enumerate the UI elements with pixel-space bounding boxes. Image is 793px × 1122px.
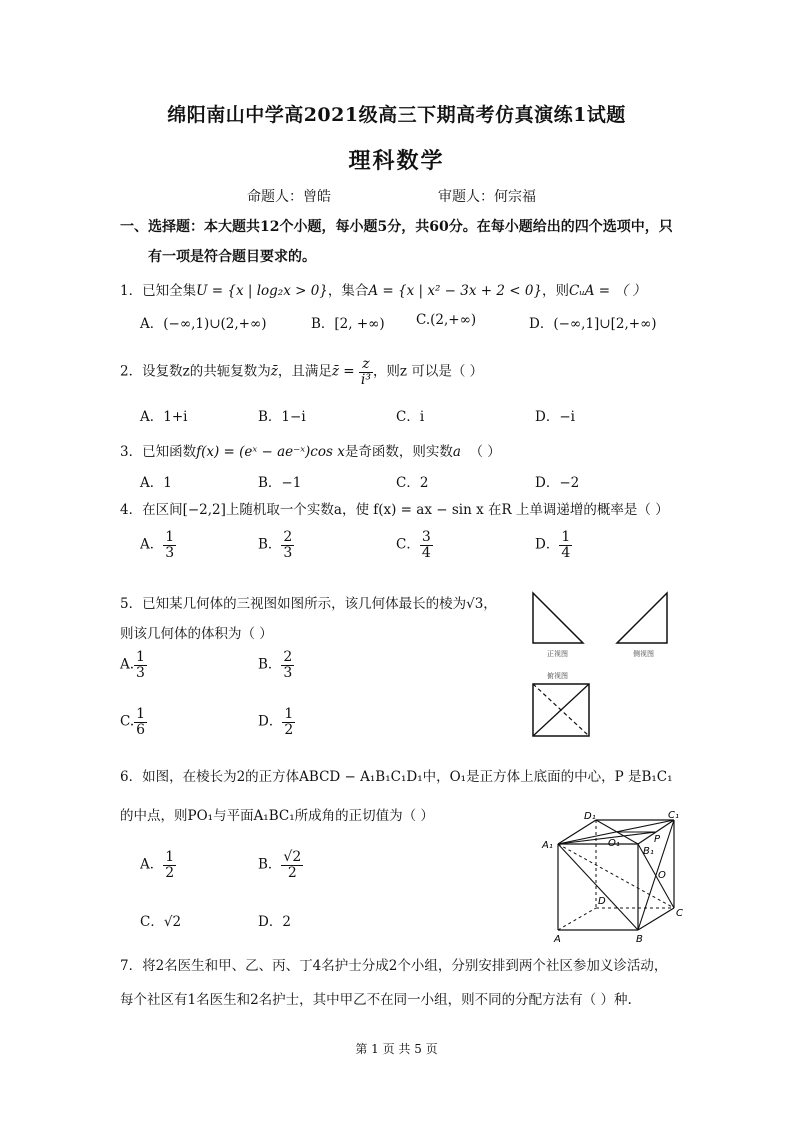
q4-option-b: B． $\frac{2}{3}$ [258, 529, 293, 561]
q6-option-c: C．√2 [140, 914, 182, 930]
question-2-stem: 2．设复数z的共轭复数为z̄，且满足z̄ = $\frac{z}{\text{i³}}$ ，则z 可以是（ ） [120, 356, 484, 388]
q3-option-b: B．−1 [258, 475, 302, 491]
q2-fraction: $\frac{z}{\text{i³}}$ [360, 356, 371, 388]
question-6-line1: 6．如图，在棱长为2的正方体ABCD − A₁B₁C₁D₁中，O₁是正方体上底面的中心，P 是B₁C₁ [120, 769, 673, 785]
q3-option-c: C．2 [396, 475, 429, 491]
edge-B-C [638, 908, 674, 930]
q1-option-a: A．(−∞,1)∪(2,+∞) [140, 316, 267, 332]
question-5-line2: 则该几何体的体积为（ ） [120, 626, 273, 642]
question-7-line1: 7．将2名医生和甲、乙、丙、丁4名护士分成2个小组，分别安排到两个社区参加义诊活动， [120, 958, 668, 974]
label-B: B [636, 934, 643, 945]
cube-figure [540, 808, 690, 948]
front-view-label: 正视图 [547, 650, 568, 658]
q3-option-d: D．−2 [535, 475, 580, 491]
three-view-figure [525, 588, 685, 748]
question-1-stem: 1．已知全集U = {x | log₂x > 0}，集合A = {x | x² − 3x + 2 < 0}，则CᵤA = （ ） [120, 283, 646, 299]
q1-option-c: C.(2,+∞) [416, 312, 477, 328]
label-A: A [554, 934, 561, 945]
label-D1: D₁ [584, 811, 596, 822]
page-footer: 第 1 页 共 5 页 [355, 1042, 438, 1056]
q4-option-d: D． $\frac{1}{4}$ [535, 529, 571, 561]
label-O: O [658, 870, 666, 881]
section-heading-line2: 有一项是符合题目要求的。 [148, 249, 316, 265]
subject-title: 理科数学 [348, 148, 445, 174]
hidden-edge-A-D [558, 908, 596, 930]
q1-option-d: D．(−∞,1]∪[2,+∞) [529, 316, 657, 332]
q2-option-a: A．1+i [140, 409, 188, 425]
label-C: C [676, 908, 683, 919]
q5-option-d: D． $\frac{1}{2}$ [258, 706, 294, 738]
front-view-triangle [533, 593, 583, 643]
label-P: P [654, 834, 661, 845]
line-A1-B [558, 844, 638, 930]
label-B1: B₁ [643, 846, 654, 857]
question-6-line2: 的中点，则PO₁与平面A₁BC₁所成角的正切值为（ ） [120, 808, 434, 824]
q2-option-c: C．i [396, 409, 425, 425]
section-heading-line1: 一、选择题：本大题共12个小题，每小题5分，共60分。在每小题给出的四个选项中，只 [120, 219, 673, 235]
question-4-stem: 4．在区间[−2,2]上随机取一个实数a，使 f(x) = ax − sin x 在R 上单调递增的概率是（ ） [120, 502, 669, 518]
q2-option-b: B．1−i [258, 409, 306, 425]
q6-option-d: D．2 [258, 914, 291, 930]
q1-option-b: B．[2, +∞) [311, 316, 385, 332]
q5-option-b: B． $\frac{2}{3}$ [258, 649, 293, 681]
q2-option-d: D．−i [535, 409, 575, 425]
q4-option-a: A． $\frac{1}{3}$ [140, 529, 175, 561]
side-view-label: 侧视图 [633, 650, 654, 658]
q5-option-a: A. $\frac{1}{3}$ [120, 649, 145, 681]
q4-option-c: C． $\frac{3}{4}$ [396, 529, 431, 561]
label-O1: O₁ [608, 838, 620, 849]
question-5-line1: 5．已知某几何体的三视图如图所示，该几何体最长的棱为√3， [120, 596, 497, 612]
side-view-triangle [617, 593, 667, 643]
question-7-line2: 每个社区有1名医生和2名护士，其中甲乙不在同一小组，则不同的分配方法有（ ）种. [120, 992, 632, 1008]
label-A1: A₁ [542, 840, 553, 851]
paper-title: 绵阳南山中学高2021级高三下期高考仿真演练1试题 [167, 104, 626, 126]
reviewer-label: 审题人：何宗福 [438, 189, 536, 205]
top-view-label: 俯视图 [547, 672, 568, 680]
label-C1: C₁ [668, 810, 679, 821]
label-D: D [598, 896, 606, 907]
q5-option-c: C. $\frac{1}{6}$ [120, 706, 146, 738]
question-3-stem: 3．已知函数f(x) = (eˣ − ae⁻ˣ)cos x是奇函数，则实数a （ ） [120, 444, 501, 460]
q6-option-a: A． $\frac{1}{2}$ [140, 849, 175, 881]
q3-option-a: A．1 [140, 475, 172, 491]
author-label: 命题人：曾皓 [247, 189, 331, 205]
q6-option-b: B． $\frac{√2}{2}$ [258, 849, 302, 881]
